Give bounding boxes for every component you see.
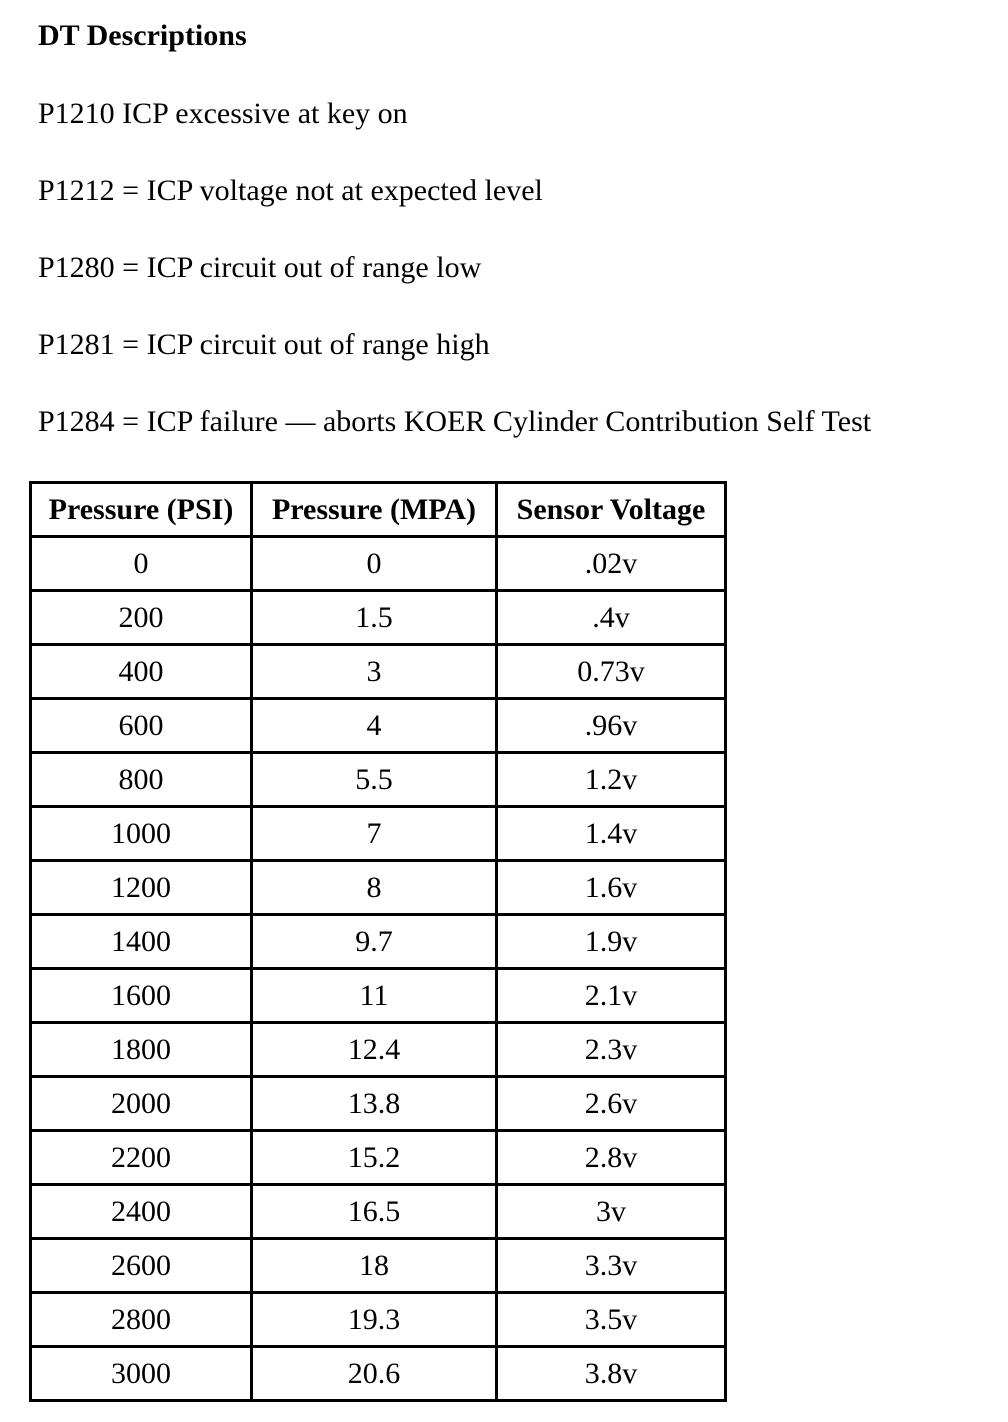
cell-pressure-mpa: 7 [252, 807, 497, 861]
cell-sensor-voltage: 3.5v [497, 1293, 726, 1347]
table-row [31, 645, 726, 699]
table-row [31, 1131, 726, 1185]
table-row [31, 1347, 726, 1401]
cell-sensor-voltage: 2.1v [497, 969, 726, 1023]
cell-pressure-psi: 1200 [31, 861, 252, 915]
cell-pressure-mpa: 9.7 [252, 915, 497, 969]
table-row [31, 699, 726, 753]
code-description-p1212: P1212 = ICP voltage not at expected level [38, 174, 543, 207]
cell-pressure-mpa: 8 [252, 861, 497, 915]
cell-sensor-voltage: 1.2v [497, 753, 726, 807]
cell-pressure-psi: 1000 [31, 807, 252, 861]
cell-pressure-psi: 2800 [31, 1293, 252, 1347]
cell-pressure-mpa: 13.8 [252, 1077, 497, 1131]
column-header-pressure-mpa: Pressure (MPA) [252, 483, 497, 537]
cell-pressure-mpa: 15.2 [252, 1131, 497, 1185]
cell-sensor-voltage: 0.73v [497, 645, 726, 699]
table-row [31, 807, 726, 861]
cell-pressure-psi: 1800 [31, 1023, 252, 1077]
cell-pressure-mpa: 12.4 [252, 1023, 497, 1077]
column-header-sensor-voltage: Sensor Voltage [497, 483, 726, 537]
cell-pressure-mpa: 5.5 [252, 753, 497, 807]
cell-sensor-voltage: 3v [497, 1185, 726, 1239]
cell-sensor-voltage: 1.9v [497, 915, 726, 969]
table-row [31, 537, 726, 591]
cell-pressure-mpa: 3 [252, 645, 497, 699]
table-header-row [31, 483, 726, 537]
pressure-voltage-table [29, 481, 727, 1402]
cell-pressure-mpa: 16.5 [252, 1185, 497, 1239]
table-row [31, 1293, 726, 1347]
table-row [31, 915, 726, 969]
table-row [31, 1239, 726, 1293]
cell-pressure-psi: 1400 [31, 915, 252, 969]
page-title: DT Descriptions [38, 19, 247, 52]
cell-sensor-voltage: .96v [497, 699, 726, 753]
cell-pressure-mpa: 4 [252, 699, 497, 753]
cell-sensor-voltage: 1.4v [497, 807, 726, 861]
cell-sensor-voltage: 2.6v [497, 1077, 726, 1131]
cell-sensor-voltage: .02v [497, 537, 726, 591]
cell-pressure-mpa: 11 [252, 969, 497, 1023]
code-description-p1280: P1280 = ICP circuit out of range low [38, 251, 482, 284]
cell-pressure-mpa: 1.5 [252, 591, 497, 645]
cell-pressure-psi: 600 [31, 699, 252, 753]
table-row [31, 753, 726, 807]
cell-sensor-voltage: 3.8v [497, 1347, 726, 1401]
cell-sensor-voltage: 2.3v [497, 1023, 726, 1077]
cell-pressure-psi: 0 [31, 537, 252, 591]
cell-pressure-mpa: 0 [252, 537, 497, 591]
cell-pressure-mpa: 20.6 [252, 1347, 497, 1401]
cell-sensor-voltage: .4v [497, 591, 726, 645]
cell-pressure-psi: 2000 [31, 1077, 252, 1131]
table-row [31, 591, 726, 645]
cell-pressure-psi: 2600 [31, 1239, 252, 1293]
cell-sensor-voltage: 3.3v [497, 1239, 726, 1293]
cell-pressure-psi: 800 [31, 753, 252, 807]
table-row [31, 969, 726, 1023]
table-body [31, 537, 726, 1401]
code-description-p1281: P1281 = ICP circuit out of range high [38, 328, 490, 361]
cell-pressure-mpa: 19.3 [252, 1293, 497, 1347]
cell-pressure-psi: 400 [31, 645, 252, 699]
cell-pressure-psi: 2200 [31, 1131, 252, 1185]
cell-pressure-psi: 3000 [31, 1347, 252, 1401]
code-description-p1284: P1284 = ICP failure — aborts KOER Cylinder Contribution Self Test [38, 405, 872, 438]
cell-pressure-psi: 1600 [31, 969, 252, 1023]
cell-pressure-psi: 2400 [31, 1185, 252, 1239]
table-row [31, 861, 726, 915]
cell-pressure-psi: 200 [31, 591, 252, 645]
table-row [31, 1077, 726, 1131]
cell-sensor-voltage: 1.6v [497, 861, 726, 915]
cell-sensor-voltage: 2.8v [497, 1131, 726, 1185]
column-header-pressure-psi: Pressure (PSI) [31, 483, 252, 537]
cell-pressure-mpa: 18 [252, 1239, 497, 1293]
table-header [31, 483, 726, 537]
table-row [31, 1185, 726, 1239]
table-row [31, 1023, 726, 1077]
code-description-p1210: P1210 ICP excessive at key on [38, 97, 408, 130]
